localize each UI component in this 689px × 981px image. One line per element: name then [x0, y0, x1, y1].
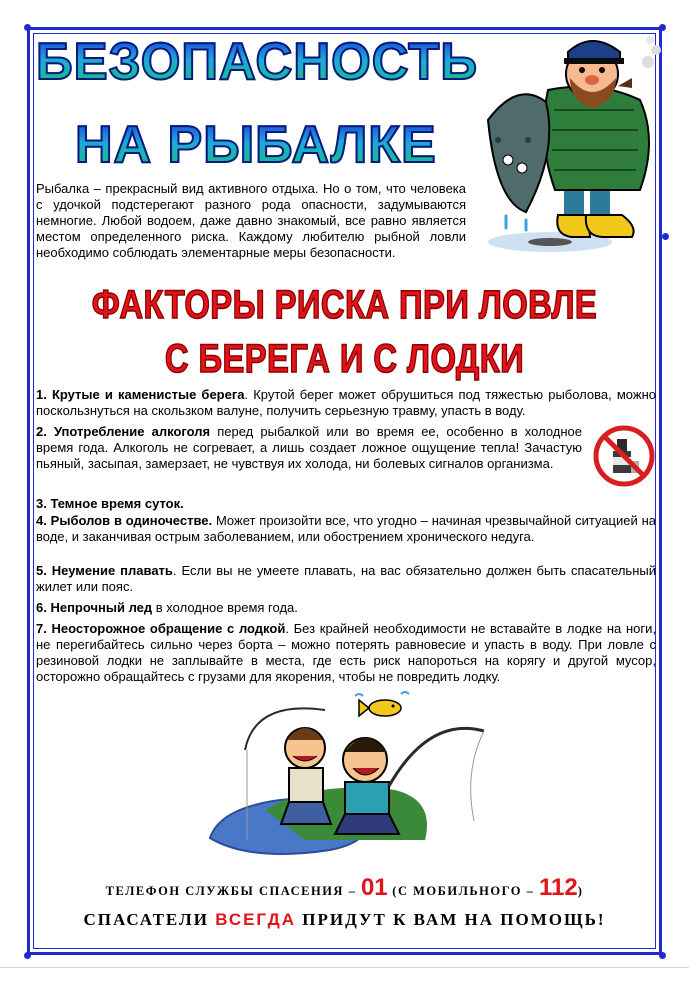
risk-item: [36, 424, 582, 472]
phone-middle: (С МОБИЛЬНОГО –: [387, 884, 539, 898]
risk-item: [36, 600, 656, 616]
risk-item-text: в холодное время года.: [152, 600, 298, 615]
corner-dot: [24, 24, 31, 31]
rescue-phone-line: [0, 874, 689, 902]
slogan-prefix: СПАСАТЕЛИ: [83, 910, 216, 929]
risk-item-text: . Крутой берег может обрушиться под тяжестью рыболова, можно поскользнуться на скользком валуне, получить серьезную травму, упасть в воду.: [36, 387, 656, 418]
risk-item-title: 1. Крутые и каменистые берега: [36, 387, 245, 402]
risk-item-title: 5. Неумение плавать: [36, 563, 173, 578]
fishing-kids-illustration: [205, 690, 490, 865]
risk-item: [36, 513, 656, 545]
intro-paragraph: Рыбалка – прекрасный вид активного отдыха. Но о том, что человека с удочкой подстерегают разного рода опасности, задумываются немногие. Любой водоем, даже давно знакомый, все равно является местом определенного риска. Каждому любителю рыбной ловли необходимо соблюдать элементарные меры безопасности.: [36, 181, 466, 260]
risk-item-title: 6. Непрочный лед: [36, 600, 153, 615]
phone-number: 01: [360, 874, 388, 901]
poster-title-line2: НА РЫБАЛКЕ: [75, 116, 437, 174]
mobile-number: 112: [539, 874, 578, 901]
risk-item-title: 3. Темное время суток.: [36, 496, 184, 511]
risk-item-title: 2. Употребление алкоголя: [36, 424, 211, 439]
page-bottom-rule: [0, 967, 689, 968]
slogan-highlight: ВСЕГДА: [215, 910, 297, 929]
corner-dot: [24, 952, 31, 959]
risk-item-text: Может произойти все, что угодно – начиная чрезвычайной ситуацией на воде, и заканчивая острым заболеванием, или обострением хронического недуга.: [36, 513, 656, 544]
slogan-suffix: ПРИДУТ К ВАМ НА ПОМОЩЬ!: [296, 910, 606, 929]
risk-item-title: 4. Рыболов в одиночестве.: [36, 513, 213, 528]
phone-suffix: ): [577, 884, 584, 898]
no-alcohol-icon: [593, 425, 655, 487]
risk-item-text: . Без крайней необходимости не вставайте в лодке на ноги, не перегибайтесь сильно через борта – можно потерять равновесие и упасть в воду. При ловле с резиновой лодки не заплывайте в места, где есть риск напороться на корягу и другой мусор, осторожно обращайтесь с грузами для якорения, чтобы не повредить лодку.: [36, 621, 656, 684]
phone-prefix: ТЕЛЕФОН СЛУЖБЫ СПАСЕНИЯ –: [105, 884, 361, 898]
corner-dot: [659, 952, 666, 959]
risk-item-text: перед рыбалкой или во время ее, особенно в холодное время года. Алкоголь не согревает, а лишь создает ложное ощущение тепла! Зачастую пьяный, засыпая, замерзает, не чувствуя их холода, ни болевых сигналов организма.: [36, 424, 582, 471]
risk-heading-line1: ФАКТОРЫ РИСКА ПРИ ЛОВЛЕ: [91, 283, 598, 327]
risk-item-text: . Если вы не умеете плавать, на вас обязательно должен быть спасательный жилет или пояс.: [36, 563, 656, 594]
risk-item: [36, 621, 656, 685]
risk-item-title: 7. Неосторожное обращение с лодкой: [36, 621, 286, 636]
poster-title-line1: БЕЗОПАСНОСТЬ: [36, 33, 478, 91]
rescue-slogan: [0, 910, 689, 930]
risk-item: [36, 563, 656, 595]
risk-item: [36, 387, 656, 419]
risk-heading-line2: С БЕРЕГА И С ЛОДКИ: [164, 337, 525, 381]
fisherman-illustration: [478, 30, 668, 255]
risk-item: [36, 496, 656, 512]
